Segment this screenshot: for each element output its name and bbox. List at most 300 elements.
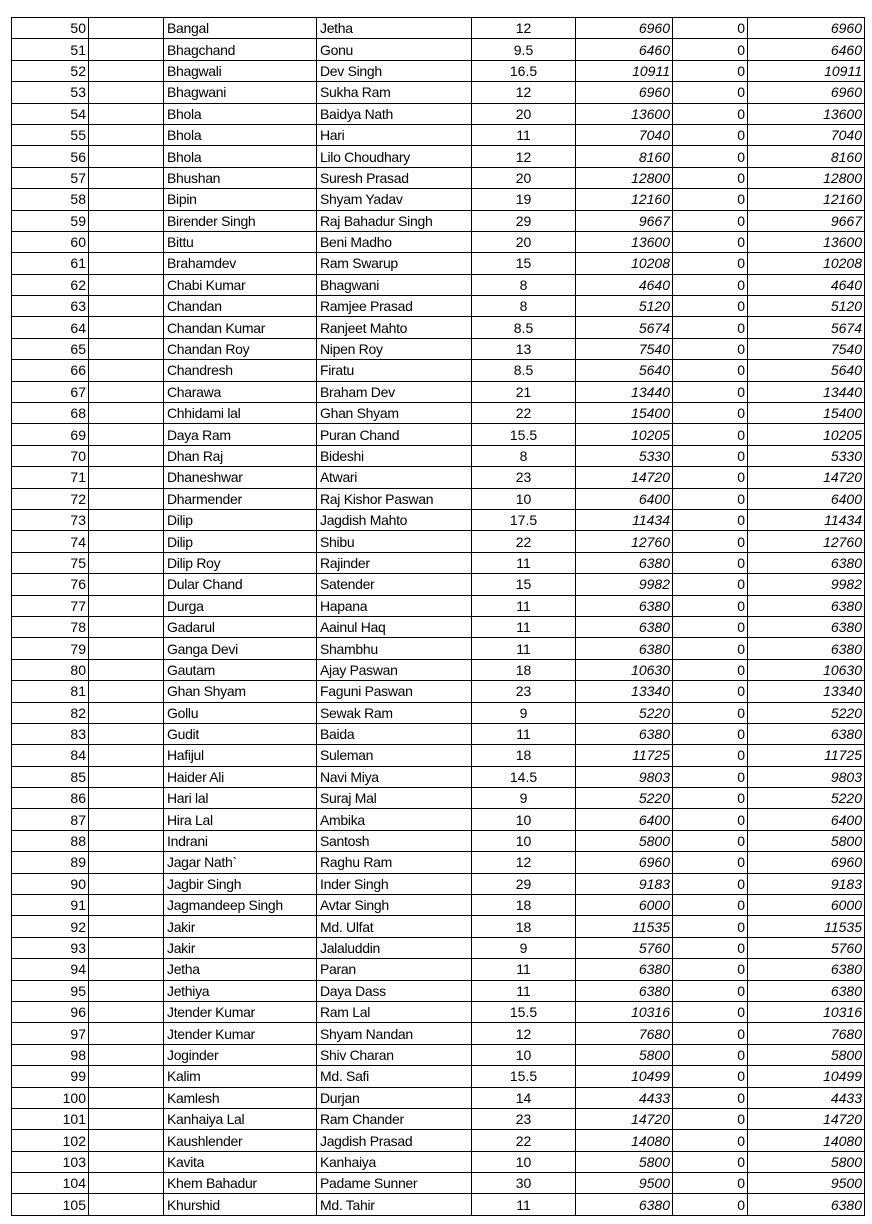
serial-number-cell: 66 <box>12 360 89 381</box>
serial-number-cell: 85 <box>12 766 89 787</box>
amount-cell: 13600 <box>576 103 673 124</box>
name-cell: Joginder <box>164 1044 317 1065</box>
net-amount-cell: 6960 <box>748 82 865 103</box>
blank-cell <box>89 167 164 188</box>
net-amount-cell: 5330 <box>748 445 865 466</box>
serial-number-cell: 52 <box>12 60 89 81</box>
net-amount-cell: 7540 <box>748 338 865 359</box>
blank-cell <box>89 253 164 274</box>
name-cell: Bhagchand <box>164 39 317 60</box>
deduction-cell: 0 <box>673 82 748 103</box>
table-row <box>12 146 865 167</box>
serial-number-cell: 78 <box>12 616 89 637</box>
father-name-cell: Shiv Charan <box>317 1044 472 1065</box>
days-cell: 11 <box>472 1194 576 1215</box>
amount-cell: 5120 <box>576 296 673 317</box>
father-name-cell: Atwari <box>317 467 472 488</box>
amount-cell: 5760 <box>576 937 673 958</box>
deduction-cell: 0 <box>673 403 748 424</box>
table-row <box>12 745 865 766</box>
deduction-cell: 0 <box>673 574 748 595</box>
father-name-cell: Nipen Roy <box>317 338 472 359</box>
deduction-cell: 0 <box>673 338 748 359</box>
father-name-cell: Durjan <box>317 1087 472 1108</box>
name-cell: Chabi Kumar <box>164 274 317 295</box>
table-row <box>12 1130 865 1151</box>
blank-cell <box>89 18 164 39</box>
table-row <box>12 445 865 466</box>
net-amount-cell: 5220 <box>748 702 865 723</box>
net-amount-cell: 5800 <box>748 1044 865 1065</box>
name-cell: Dilip Roy <box>164 552 317 573</box>
table-row <box>12 937 865 958</box>
amount-cell: 6960 <box>576 852 673 873</box>
amount-cell: 11725 <box>576 745 673 766</box>
amount-cell: 5220 <box>576 788 673 809</box>
deduction-cell: 0 <box>673 1173 748 1194</box>
deduction-cell: 0 <box>673 39 748 60</box>
serial-number-cell: 98 <box>12 1044 89 1065</box>
father-name-cell: Md. Ulfat <box>317 916 472 937</box>
name-cell: Chandresh <box>164 360 317 381</box>
serial-number-cell: 80 <box>12 659 89 680</box>
deduction-cell: 0 <box>673 189 748 210</box>
days-cell: 12 <box>472 146 576 167</box>
deduction-cell: 0 <box>673 381 748 402</box>
table-row <box>12 681 865 702</box>
name-cell: Bhola <box>164 103 317 124</box>
days-cell: 11 <box>472 595 576 616</box>
days-cell: 21 <box>472 381 576 402</box>
table-row <box>12 766 865 787</box>
deduction-cell: 0 <box>673 1194 748 1215</box>
days-cell: 9 <box>472 788 576 809</box>
net-amount-cell: 10205 <box>748 424 865 445</box>
net-amount-cell: 14080 <box>748 1130 865 1151</box>
days-cell: 8 <box>472 445 576 466</box>
name-cell: Khurshid <box>164 1194 317 1215</box>
father-name-cell: Md. Safi <box>317 1066 472 1087</box>
table-row <box>12 1066 865 1087</box>
table-row <box>12 467 865 488</box>
blank-cell <box>89 852 164 873</box>
name-cell: Bittu <box>164 231 317 252</box>
deduction-cell: 0 <box>673 852 748 873</box>
days-cell: 10 <box>472 830 576 851</box>
father-name-cell: Jalaluddin <box>317 937 472 958</box>
amount-cell: 11434 <box>576 509 673 530</box>
net-amount-cell: 14720 <box>748 1108 865 1129</box>
days-cell: 22 <box>472 1130 576 1151</box>
serial-number-cell: 77 <box>12 595 89 616</box>
deduction-cell: 0 <box>673 1001 748 1022</box>
father-name-cell: Shibu <box>317 531 472 552</box>
net-amount-cell: 6000 <box>748 895 865 916</box>
blank-cell <box>89 296 164 317</box>
amount-cell: 9183 <box>576 873 673 894</box>
days-cell: 29 <box>472 873 576 894</box>
blank-cell <box>89 1044 164 1065</box>
blank-cell <box>89 360 164 381</box>
days-cell: 20 <box>472 103 576 124</box>
name-cell: Chandan Roy <box>164 338 317 359</box>
table-row <box>12 1108 865 1129</box>
father-name-cell: Hari <box>317 124 472 145</box>
amount-cell: 15400 <box>576 403 673 424</box>
net-amount-cell: 6380 <box>748 959 865 980</box>
blank-cell <box>89 937 164 958</box>
amount-cell: 7540 <box>576 338 673 359</box>
amount-cell: 14720 <box>576 467 673 488</box>
days-cell: 22 <box>472 531 576 552</box>
deduction-cell: 0 <box>673 788 748 809</box>
deduction-cell: 0 <box>673 1044 748 1065</box>
table-row <box>12 616 865 637</box>
deduction-cell: 0 <box>673 509 748 530</box>
days-cell: 23 <box>472 681 576 702</box>
net-amount-cell: 4433 <box>748 1087 865 1108</box>
blank-cell <box>89 681 164 702</box>
deduction-cell: 0 <box>673 595 748 616</box>
father-name-cell: Gonu <box>317 39 472 60</box>
name-cell: Bhagwani <box>164 82 317 103</box>
days-cell: 29 <box>472 210 576 231</box>
days-cell: 15 <box>472 574 576 595</box>
serial-number-cell: 74 <box>12 531 89 552</box>
table-row <box>12 980 865 1001</box>
name-cell: Bhagwali <box>164 60 317 81</box>
table-row <box>12 317 865 338</box>
days-cell: 12 <box>472 18 576 39</box>
days-cell: 8.5 <box>472 360 576 381</box>
amount-cell: 5800 <box>576 830 673 851</box>
name-cell: Dharmender <box>164 488 317 509</box>
blank-cell <box>89 317 164 338</box>
blank-cell <box>89 509 164 530</box>
blank-cell <box>89 1001 164 1022</box>
net-amount-cell: 11725 <box>748 745 865 766</box>
name-cell: Dhan Raj <box>164 445 317 466</box>
table-row <box>12 360 865 381</box>
table-row <box>12 659 865 680</box>
serial-number-cell: 64 <box>12 317 89 338</box>
net-amount-cell: 12160 <box>748 189 865 210</box>
name-cell: Gautam <box>164 659 317 680</box>
net-amount-cell: 10911 <box>748 60 865 81</box>
serial-number-cell: 104 <box>12 1173 89 1194</box>
father-name-cell: Baidya Nath <box>317 103 472 124</box>
blank-cell <box>89 766 164 787</box>
deduction-cell: 0 <box>673 18 748 39</box>
days-cell: 18 <box>472 745 576 766</box>
net-amount-cell: 6960 <box>748 18 865 39</box>
days-cell: 22 <box>472 403 576 424</box>
amount-cell: 7680 <box>576 1023 673 1044</box>
deduction-cell: 0 <box>673 873 748 894</box>
amount-cell: 5330 <box>576 445 673 466</box>
blank-cell <box>89 403 164 424</box>
net-amount-cell: 10499 <box>748 1066 865 1087</box>
net-amount-cell: 14720 <box>748 467 865 488</box>
name-cell: Haider Ali <box>164 766 317 787</box>
amount-cell: 10630 <box>576 659 673 680</box>
serial-number-cell: 89 <box>12 852 89 873</box>
days-cell: 18 <box>472 916 576 937</box>
father-name-cell: Jetha <box>317 18 472 39</box>
blank-cell <box>89 702 164 723</box>
father-name-cell: Bideshi <box>317 445 472 466</box>
days-cell: 9.5 <box>472 39 576 60</box>
net-amount-cell: 15400 <box>748 403 865 424</box>
deduction-cell: 0 <box>673 552 748 573</box>
deduction-cell: 0 <box>673 253 748 274</box>
father-name-cell: Daya Dass <box>317 980 472 1001</box>
net-amount-cell: 11434 <box>748 509 865 530</box>
blank-cell <box>89 1066 164 1087</box>
deduction-cell: 0 <box>673 895 748 916</box>
serial-number-cell: 79 <box>12 638 89 659</box>
father-name-cell: Satender <box>317 574 472 595</box>
table-row <box>12 959 865 980</box>
blank-cell <box>89 595 164 616</box>
wage-register-table <box>11 17 865 1216</box>
serial-number-cell: 57 <box>12 167 89 188</box>
blank-cell <box>89 124 164 145</box>
amount-cell: 5640 <box>576 360 673 381</box>
deduction-cell: 0 <box>673 467 748 488</box>
net-amount-cell: 5120 <box>748 296 865 317</box>
blank-cell <box>89 980 164 1001</box>
table-row <box>12 1087 865 1108</box>
name-cell: Jagbir Singh <box>164 873 317 894</box>
name-cell: Jakir <box>164 937 317 958</box>
days-cell: 18 <box>472 659 576 680</box>
blank-cell <box>89 830 164 851</box>
amount-cell: 9500 <box>576 1173 673 1194</box>
blank-cell <box>89 381 164 402</box>
table-row <box>12 916 865 937</box>
days-cell: 14 <box>472 1087 576 1108</box>
amount-cell: 6380 <box>576 980 673 1001</box>
deduction-cell: 0 <box>673 959 748 980</box>
blank-cell <box>89 210 164 231</box>
amount-cell: 6380 <box>576 723 673 744</box>
days-cell: 23 <box>472 467 576 488</box>
deduction-cell: 0 <box>673 681 748 702</box>
blank-cell <box>89 1108 164 1129</box>
name-cell: Jethiya <box>164 980 317 1001</box>
name-cell: Hafijul <box>164 745 317 766</box>
days-cell: 11 <box>472 616 576 637</box>
deduction-cell: 0 <box>673 980 748 1001</box>
days-cell: 10 <box>472 809 576 830</box>
name-cell: Jetha <box>164 959 317 980</box>
net-amount-cell: 5800 <box>748 1151 865 1172</box>
serial-number-cell: 87 <box>12 809 89 830</box>
name-cell: Dilip <box>164 509 317 530</box>
amount-cell: 10499 <box>576 1066 673 1087</box>
net-amount-cell: 13600 <box>748 231 865 252</box>
net-amount-cell: 9803 <box>748 766 865 787</box>
blank-cell <box>89 231 164 252</box>
blank-cell <box>89 638 164 659</box>
net-amount-cell: 9183 <box>748 873 865 894</box>
serial-number-cell: 95 <box>12 980 89 1001</box>
days-cell: 12 <box>472 82 576 103</box>
serial-number-cell: 55 <box>12 124 89 145</box>
amount-cell: 6380 <box>576 959 673 980</box>
father-name-cell: Baida <box>317 723 472 744</box>
table-row <box>12 702 865 723</box>
serial-number-cell: 63 <box>12 296 89 317</box>
blank-cell <box>89 467 164 488</box>
name-cell: Gollu <box>164 702 317 723</box>
amount-cell: 13600 <box>576 231 673 252</box>
deduction-cell: 0 <box>673 1066 748 1087</box>
table-row <box>12 531 865 552</box>
father-name-cell: Lilo Choudhary <box>317 146 472 167</box>
father-name-cell: Faguni Paswan <box>317 681 472 702</box>
deduction-cell: 0 <box>673 1151 748 1172</box>
amount-cell: 6380 <box>576 1194 673 1215</box>
amount-cell: 6000 <box>576 895 673 916</box>
serial-number-cell: 72 <box>12 488 89 509</box>
days-cell: 10 <box>472 1151 576 1172</box>
deduction-cell: 0 <box>673 830 748 851</box>
deduction-cell: 0 <box>673 638 748 659</box>
days-cell: 8 <box>472 274 576 295</box>
blank-cell <box>89 895 164 916</box>
blank-cell <box>89 788 164 809</box>
serial-number-cell: 91 <box>12 895 89 916</box>
deduction-cell: 0 <box>673 210 748 231</box>
serial-number-cell: 59 <box>12 210 89 231</box>
serial-number-cell: 75 <box>12 552 89 573</box>
net-amount-cell: 5800 <box>748 830 865 851</box>
table-row <box>12 124 865 145</box>
amount-cell: 9982 <box>576 574 673 595</box>
blank-cell <box>89 916 164 937</box>
table-row <box>12 788 865 809</box>
amount-cell: 12760 <box>576 531 673 552</box>
net-amount-cell: 10316 <box>748 1001 865 1022</box>
table-row <box>12 852 865 873</box>
blank-cell <box>89 445 164 466</box>
father-name-cell: Jagdish Prasad <box>317 1130 472 1151</box>
table-row <box>12 82 865 103</box>
father-name-cell: Shyam Yadav <box>317 189 472 210</box>
blank-cell <box>89 1130 164 1151</box>
serial-number-cell: 67 <box>12 381 89 402</box>
days-cell: 10 <box>472 488 576 509</box>
table-row <box>12 210 865 231</box>
blank-cell <box>89 873 164 894</box>
deduction-cell: 0 <box>673 916 748 937</box>
table-row <box>12 167 865 188</box>
table-row <box>12 895 865 916</box>
father-name-cell: Aainul Haq <box>317 616 472 637</box>
net-amount-cell: 13340 <box>748 681 865 702</box>
name-cell: Jakir <box>164 916 317 937</box>
father-name-cell: Hapana <box>317 595 472 616</box>
father-name-cell: Raj Kishor Paswan <box>317 488 472 509</box>
table-row <box>12 488 865 509</box>
blank-cell <box>89 1194 164 1215</box>
serial-number-cell: 58 <box>12 189 89 210</box>
father-name-cell: Dev Singh <box>317 60 472 81</box>
name-cell: Kanhaiya Lal <box>164 1108 317 1129</box>
amount-cell: 13340 <box>576 681 673 702</box>
serial-number-cell: 92 <box>12 916 89 937</box>
days-cell: 15.5 <box>472 1066 576 1087</box>
days-cell: 17.5 <box>472 509 576 530</box>
name-cell: Jagmandeep Singh <box>164 895 317 916</box>
days-cell: 11 <box>472 124 576 145</box>
name-cell: Dular Chand <box>164 574 317 595</box>
father-name-cell: Shyam Nandan <box>317 1023 472 1044</box>
table-row <box>12 1001 865 1022</box>
father-name-cell: Ranjeet Mahto <box>317 317 472 338</box>
net-amount-cell: 6380 <box>748 723 865 744</box>
table-row <box>12 274 865 295</box>
amount-cell: 6460 <box>576 39 673 60</box>
amount-cell: 4640 <box>576 274 673 295</box>
net-amount-cell: 13600 <box>748 103 865 124</box>
deduction-cell: 0 <box>673 1087 748 1108</box>
days-cell: 23 <box>472 1108 576 1129</box>
father-name-cell: Ram Swarup <box>317 253 472 274</box>
net-amount-cell: 6380 <box>748 616 865 637</box>
amount-cell: 5220 <box>576 702 673 723</box>
name-cell: Ghan Shyam <box>164 681 317 702</box>
father-name-cell: Suleman <box>317 745 472 766</box>
name-cell: Bangal <box>164 18 317 39</box>
father-name-cell: Ramjee Prasad <box>317 296 472 317</box>
blank-cell <box>89 531 164 552</box>
amount-cell: 8160 <box>576 146 673 167</box>
net-amount-cell: 11535 <box>748 916 865 937</box>
amount-cell: 9803 <box>576 766 673 787</box>
father-name-cell: Kanhaiya <box>317 1151 472 1172</box>
father-name-cell: Raghu Ram <box>317 852 472 873</box>
serial-number-cell: 81 <box>12 681 89 702</box>
blank-cell <box>89 189 164 210</box>
table-row <box>12 1023 865 1044</box>
serial-number-cell: 83 <box>12 723 89 744</box>
net-amount-cell: 7680 <box>748 1023 865 1044</box>
days-cell: 11 <box>472 980 576 1001</box>
name-cell: Chandan <box>164 296 317 317</box>
deduction-cell: 0 <box>673 531 748 552</box>
table-row <box>12 231 865 252</box>
serial-number-cell: 101 <box>12 1108 89 1129</box>
blank-cell <box>89 1151 164 1172</box>
name-cell: Jtender Kumar <box>164 1023 317 1044</box>
deduction-cell: 0 <box>673 1023 748 1044</box>
name-cell: Ganga Devi <box>164 638 317 659</box>
name-cell: Hira Lal <box>164 809 317 830</box>
amount-cell: 6380 <box>576 638 673 659</box>
serial-number-cell: 88 <box>12 830 89 851</box>
days-cell: 9 <box>472 937 576 958</box>
blank-cell <box>89 723 164 744</box>
name-cell: Gudit <box>164 723 317 744</box>
blank-cell <box>89 488 164 509</box>
deduction-cell: 0 <box>673 766 748 787</box>
father-name-cell: Beni Madho <box>317 231 472 252</box>
table-row <box>12 509 865 530</box>
amount-cell: 14080 <box>576 1130 673 1151</box>
